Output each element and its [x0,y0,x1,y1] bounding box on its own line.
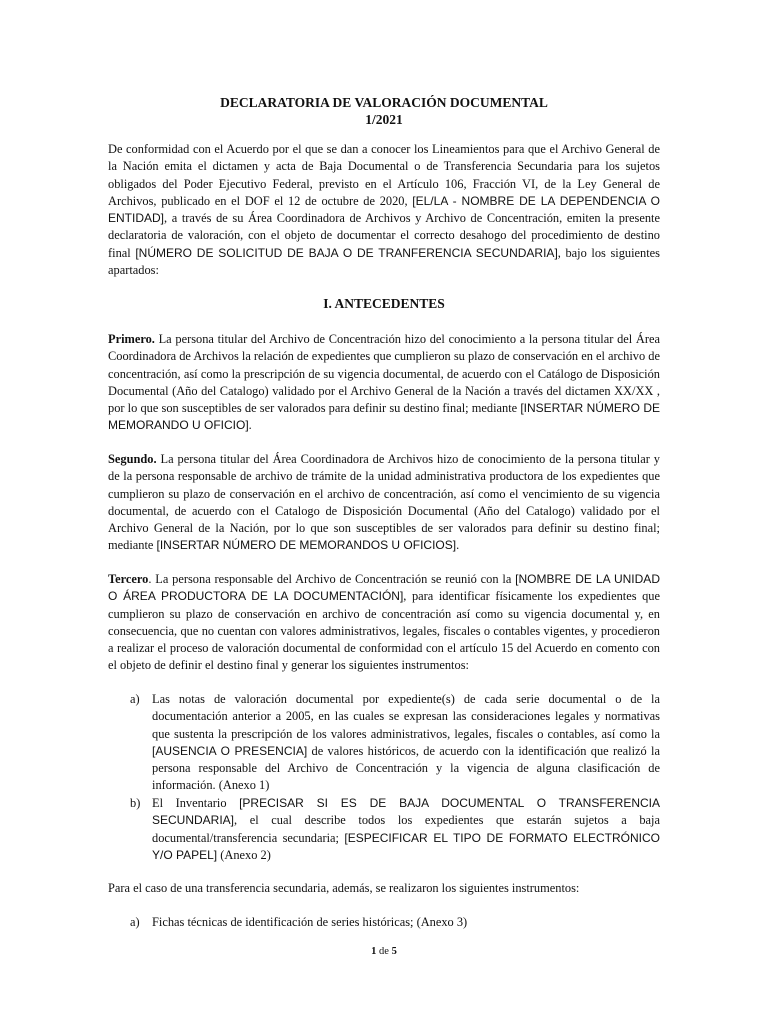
document-title: DECLARATORIA DE VALORACIÓN DOCUMENTAL [220,95,548,110]
tercero-text-1: . La persona responsable del Archivo de Concentración se reunió con la [148,572,516,586]
list-a-text-2: de valores históricos, de acuerdo con la identificación que realizó la persona responsable del Archivo de Concentración y la vigencia de alguna clasificación de información. (Anexo 1) [152,743,660,793]
list-b-text-2: , el cual describe todos los expedientes que estarán sujetos a baja documental/transferencia secundaria; [152,813,660,845]
primero-text: La persona titular del Archivo de Concentración hizo del conocimiento a la persona titular del Área Coordinadora de Archivos la relación de expedientes que cumplieron su plazo de conservación en el archivo de concentración, así como la prescripción de su vigencia documental, de acuerdo con el Catálogo de Disposición Documental (Año del Catalogo) validado por el Archivo General de la Nación a través del dictamen XX/XX , por lo que son susceptibles de ser valorados para definir su destino final; mediante [108,332,660,416]
list-b-text-3: (Anexo 2) [217,847,271,862]
segundo-text: La persona titular del Área Coordinadora de Archivos hizo de conocimiento de la persona titular y de la persona responsable de archivo de trámite de la unidad administrativa productora de los expedientes que cumplieron su plazo de conservación en el archivo de concentración, así como el vencimiento de su vigencia documental, de acuerdo con el Catalogo de Disposición Documental (Año del Catalogo) validado por el Archivo General de la Nación, por lo que son susceptibles de ser valorados para definir su destino final; mediante [108,452,660,553]
intro-paragraph [108,141,660,279]
entity-placeholder: [EL/LA - NOMBRE DE LA DEPENDENCIA O ENTIDAD] [108,193,660,226]
list-marker-b: b) [130,796,141,810]
tercero-text-2: , para identificar físicamente los expedientes que cumplieron su plazo de conservación en archivo de concentración así como su vigencia documental y, en consecuencia, que no cuentan con valores administrativos, legales, fiscales o contables vigentes, y procedieron a realizar el proceso de valoración documental de conformidad con el artículo 15 del Acuerdo en comento con el objeto de definir el destino final y generar los siguientes instrumentos: [108,589,660,673]
tercero-lead: Tercero [108,572,149,586]
intro-text-3: , bajo los siguientes apartados: [108,245,661,278]
page-footer [0,946,768,957]
segundo-paragraph [108,451,660,555]
page-number: 1 [371,946,377,957]
list-b-text-1: El Inventario [152,796,240,810]
page-total: 5 [391,946,397,957]
intro-text-2: , a través de su Área Coordinadora de Archivos y Archivo de Concentración, emiten la presente declaratoria de valoración, con el objeto de documentar el correcto desahogo del procedimiento de destino final [108,211,660,260]
list-b-placeholder-2: [ESPECIFICAR EL TIPO DE FORMATO ELECTRÓNICO Y/O PAPEL] [152,830,660,862]
segundo-placeholder: [INSERTAR NÚMERO DE MEMORANDOS U OFICIOS] [156,538,457,553]
secondary-intro-paragraph: Para el caso de una transferencia secundaria, además, se realizaron los siguientes instrumentos: [108,881,580,895]
list-marker-a: a) [130,692,140,706]
list-item-b-text [152,795,660,864]
segundo-lead: Segundo. [108,452,157,466]
document-number: 1/2021 [365,112,403,127]
tercero-paragraph [108,571,660,675]
primero-paragraph [108,331,660,435]
segundo-end: . [456,538,460,553]
intro-text-1: De conformidad con el Acuerdo por el que se dan a conocer los Lineamientos para que el Archivo General de la Nación emita el dictamen y acta de Baja Documental o de Transferencia Secundaria para los sujetos obligados del Poder Ejecutivo Federal, previsto en el Artículo 106, Fracción VI, de la Ley General de Archivos, publicado en el DOF el 12 de octubre de 2020, [108,142,660,208]
list-a-text-1: Las notas de valoración documental por expediente(s) de cada serie documental o de la documentación anterior a 2005, en las cuales se expresan las consideraciones legales y normativas que sustenta la prescripción de los valores administrativos, legales, fiscales o contables, así como la [152,692,660,741]
page-separator: de [376,946,392,957]
list-marker-fichas: a) [130,915,140,929]
tercero-placeholder: [NOMBRE DE LA UNIDAD O ÁREA PRODUCTORA DE LA DOCUMENTACIÓN] [108,572,660,604]
list-a-placeholder: [AUSENCIA O PRESENCIA] [152,743,308,758]
list-item-a-text [152,691,660,795]
primero-end: . [248,418,252,433]
primero-placeholder: [INSERTAR NÚMERO DE MEMORANDO U OFICIO] [108,401,660,433]
primero-lead: Primero. [108,332,155,346]
request-number-placeholder: [NÚMERO DE SOLICITUD DE BAJA O DE TRANFERENCIA SECUNDARIA] [135,245,558,260]
list-b-placeholder-1: [PRECISAR SI ES DE BAJA DOCUMENTAL O TRANSFERENCIA SECUNDARIA] [152,796,660,828]
section-heading-antecedentes: I. ANTECEDENTES [323,296,445,311]
list-item-fichas-text: Fichas técnicas de identificación de series históricas; (Anexo 3) [152,915,468,929]
